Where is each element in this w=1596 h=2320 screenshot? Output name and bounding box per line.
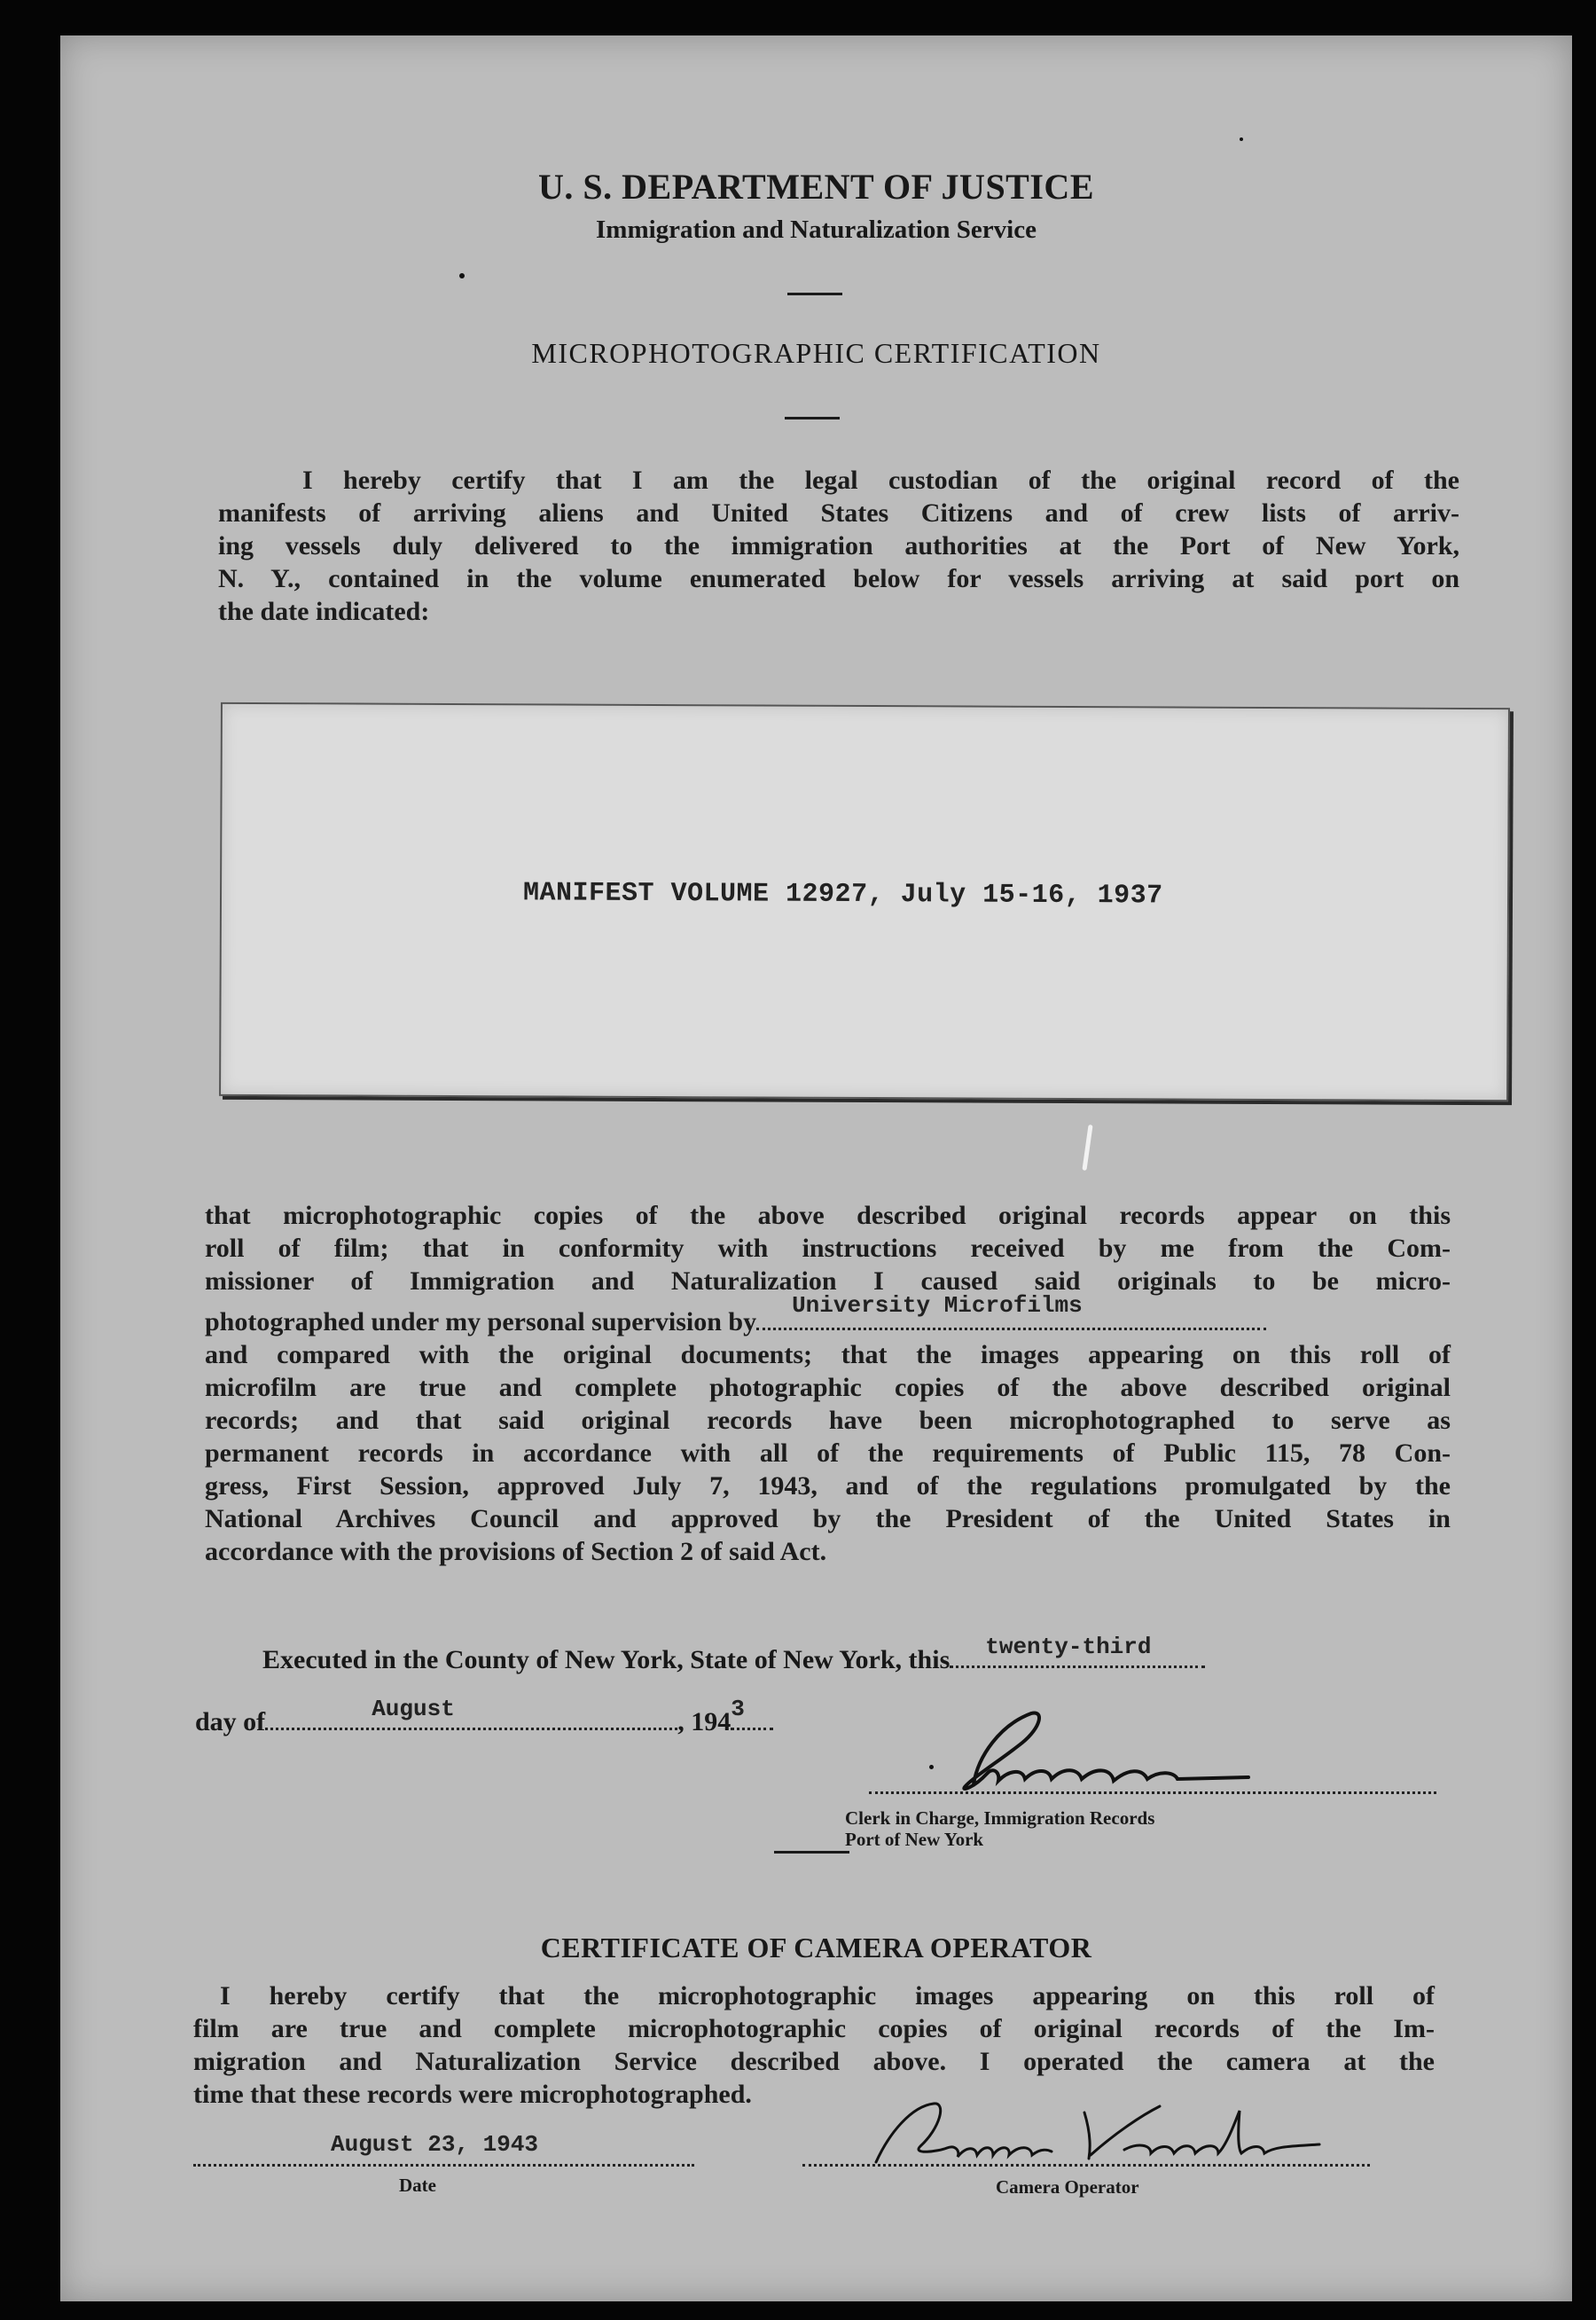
clerk-signature [876,1703,1337,1805]
date-value: August 23, 1943 [331,2131,539,2158]
intro-line: manifests of arriving aliens and United States Citizens and of crew lists of arriv- [218,498,1459,528]
clerk-title-line: Port of New York [845,1829,984,1850]
body-line: accordance with the provisions of Section 2 of said Act. [205,1537,827,1566]
date-line [193,2164,694,2167]
intro-line: the date indicated: [218,597,430,626]
film-speck [929,1765,934,1769]
divider [785,417,840,419]
executed-label: Executed in the County of New York, State of New York, this [262,1645,951,1674]
clerk-title [845,1807,1154,1850]
clerk-title-line: Clerk in Charge, Immigration Records [845,1807,1155,1829]
operator-label: Camera Operator [996,2176,1139,2198]
camera-line: film are true and complete microphotographic copies of original records of the Im- [193,2014,1435,2043]
body-line: gress, First Session, approved July 7, 1943, and of the regulations promulgated by the [205,1471,1451,1501]
intro-line: N. Y., contained in the volume enumerated below for vessels arriving at said port on [218,564,1459,593]
body-line: microfilm are true and complete photographic copies of the above described original [205,1373,1451,1402]
supervision-fill-line [756,1292,1266,1330]
supervision-line [205,1292,1451,1338]
certification-title: MICROPHOTOGRAPHIC CERTIFICATION [531,337,1101,369]
day-fill-line [950,1634,1205,1668]
month-fill-line [265,1696,677,1730]
divider [774,1851,849,1854]
film-speck [459,273,465,278]
body-line: records; and that said original records have been microphotographed to serve as [205,1406,1451,1435]
day-of-label: day of [195,1707,266,1736]
body-paragraph [205,1199,1451,1568]
camera-line: time that these records were microphotographed. [193,2080,752,2109]
manifest-volume: MANIFEST VOLUME 12927, July 15-16, 1937 [522,878,1163,912]
divider [787,293,842,295]
body-line: National Archives Council and approved by the President of the United States in [205,1504,1451,1533]
supervision-label: photographed under my personal supervision by [205,1307,757,1336]
body-line: permanent records in accordance with all of the requirements of Public 115, 78 Con- [205,1438,1451,1468]
month-value: August [372,1696,455,1722]
camera-operator-title: CERTIFICATE OF CAMERA OPERATOR [540,1932,1092,1963]
body-line: that microphotographic copies of the above described original records appear on this [205,1201,1451,1230]
operator-signature [858,2093,1355,2173]
record-card [219,702,1510,1101]
intro-line: I hereby certify that I am the legal custodian of the original record of the [302,466,1459,495]
camera-line: I hereby certify that the microphotographic images appearing on this roll of [220,1981,1435,2010]
department-title: U. S. DEPARTMENT OF JUSTICE [538,167,1094,207]
body-line: roll of film; that in conformity with instructions received by me from the Com- [205,1234,1451,1263]
date-label: Date [399,2175,436,2196]
executed-line [262,1634,1205,1675]
year-digit: 3 [731,1696,745,1722]
film-speck [1240,137,1243,141]
operator-signature-line [802,2164,1370,2167]
day-value: twenty-third [985,1634,1152,1660]
year-fill-line [731,1696,773,1730]
year-prefix: , 194 [677,1707,732,1736]
day-of-line [195,1696,773,1737]
clerk-signature-line [869,1791,1436,1794]
intro-line: ing vessels duly delivered to the immigration authorities at the Port of New York, [218,531,1459,560]
body-line: missioner of Immigration and Naturalization I caused said originals to be micro- [205,1266,1451,1296]
film-scratch [1082,1125,1092,1171]
camera-line: migration and Naturalization Service described above. I operated the camera at the [193,2047,1435,2076]
service-subtitle: Immigration and Naturalization Service [596,216,1037,244]
document-page [60,35,1572,2301]
camera-paragraph [193,1979,1435,2111]
intro-paragraph [218,464,1459,628]
supervision-value: University Microfilms [792,1292,1083,1319]
body-line: and compared with the original documents; that the images appearing on this roll of [205,1340,1451,1369]
